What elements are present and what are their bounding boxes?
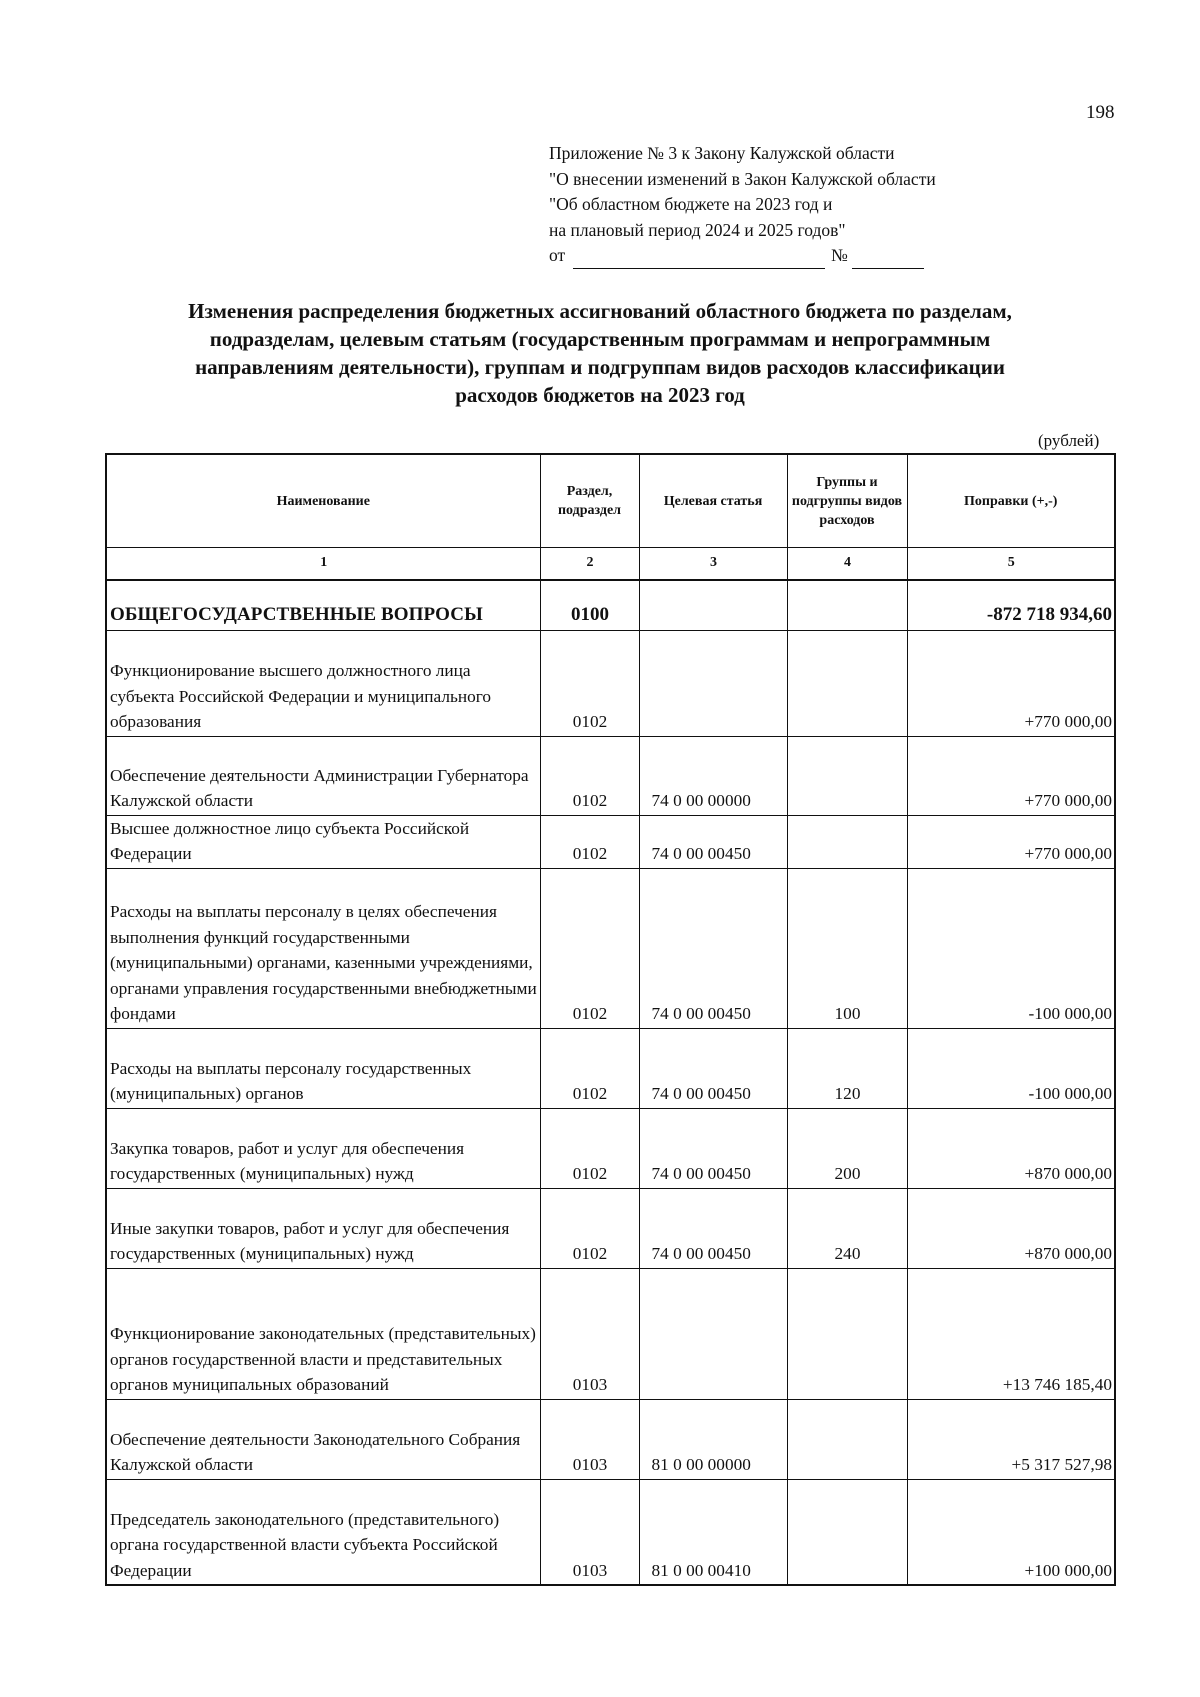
row-amount: -872 718 934,60 — [907, 580, 1115, 630]
row-article: 74 0 00 00450 — [639, 1188, 787, 1268]
row-article: 74 0 00 00450 — [639, 815, 787, 868]
row-group — [787, 1399, 907, 1479]
row-article: 74 0 00 00450 — [639, 868, 787, 1028]
table-row — [106, 815, 1115, 868]
row-name: Обеспечение деятельности Законодательного Собрания Калужской области — [106, 1399, 540, 1479]
table-row — [106, 1028, 1115, 1108]
row-group — [787, 1479, 907, 1585]
row-section: 0102 — [540, 815, 639, 868]
number-blank — [852, 250, 924, 269]
column-number-row — [106, 548, 1115, 581]
row-amount: +100 000,00 — [907, 1479, 1115, 1585]
row-article — [639, 1268, 787, 1399]
row-section: 0103 — [540, 1268, 639, 1399]
table-row — [106, 1268, 1115, 1399]
row-name: Закупка товаров, работ и услуг для обеспечения государственных (муниципальных) нужд — [106, 1108, 540, 1188]
row-group: 240 — [787, 1188, 907, 1268]
table-row — [106, 1479, 1115, 1585]
row-section: 0100 — [540, 580, 639, 630]
budget-table — [105, 453, 1116, 1586]
table-row — [106, 630, 1115, 736]
row-group: 200 — [787, 1108, 907, 1188]
appendix-line: Приложение № 3 к Закону Калужской области — [549, 143, 895, 163]
header-amount: Поправки (+,-) — [907, 454, 1115, 548]
row-name: Функционирование законодательных (представительных) органов государственной власти и представительных органов муниципальных образований — [106, 1268, 540, 1399]
row-section: 0102 — [540, 630, 639, 736]
row-article — [639, 580, 787, 630]
row-section: 0103 — [540, 1479, 639, 1585]
row-amount: +770 000,00 — [907, 736, 1115, 815]
appendix-line: "Об областном бюджете на 2023 год и — [549, 194, 833, 214]
page-number: 198 — [1086, 102, 1115, 123]
row-group — [787, 630, 907, 736]
title-line: Изменения распределения бюджетных ассигнований областного бюджета по разделам, — [188, 299, 1012, 323]
row-amount: +870 000,00 — [907, 1108, 1115, 1188]
row-section: 0102 — [540, 1188, 639, 1268]
table-row — [106, 580, 1115, 630]
row-group — [787, 736, 907, 815]
row-amount: +5 317 527,98 — [907, 1399, 1115, 1479]
row-name: Расходы на выплаты персоналу в целях обеспечения выполнения функций государственными (муниципальными) органами, казенными учреждениями, органами управления государственными внебюджетными фондами — [106, 868, 540, 1028]
row-amount: -100 000,00 — [907, 1028, 1115, 1108]
row-group: 100 — [787, 868, 907, 1028]
document-title — [100, 297, 1100, 409]
table-row — [106, 1399, 1115, 1479]
row-name: Иные закупки товаров, работ и услуг для обеспечения государственных (муниципальных) нужд — [106, 1188, 540, 1268]
row-section: 0102 — [540, 868, 639, 1028]
date-number-line — [549, 243, 936, 269]
row-group: 120 — [787, 1028, 907, 1108]
row-amount: +13 746 185,40 — [907, 1268, 1115, 1399]
column-number: 4 — [787, 548, 907, 581]
header-group: Группы и подгруппы видов расходов — [787, 454, 907, 548]
row-article: 81 0 00 00410 — [639, 1479, 787, 1585]
appendix-reference — [549, 141, 936, 269]
row-article: 81 0 00 00000 — [639, 1399, 787, 1479]
row-article — [639, 630, 787, 736]
header-article: Целевая статья — [639, 454, 787, 548]
table-row — [106, 1108, 1115, 1188]
row-section: 0102 — [540, 1108, 639, 1188]
row-group — [787, 1268, 907, 1399]
row-group — [787, 580, 907, 630]
row-amount: +870 000,00 — [907, 1188, 1115, 1268]
row-name: Обеспечение деятельности Администрации Губернатора Калужской области — [106, 736, 540, 815]
title-line: подразделам, целевым статьям (государственным программам и непрограммным — [209, 327, 991, 351]
row-section: 0102 — [540, 1028, 639, 1108]
table-row — [106, 868, 1115, 1028]
row-amount: +770 000,00 — [907, 815, 1115, 868]
column-number: 2 — [540, 548, 639, 581]
row-name: Расходы на выплаты персоналу государственных (муниципальных) органов — [106, 1028, 540, 1108]
row-section: 0103 — [540, 1399, 639, 1479]
column-number: 5 — [907, 548, 1115, 581]
number-label: № — [831, 245, 848, 265]
table-row — [106, 736, 1115, 815]
title-line: направлениям деятельности), группам и подгруппам видов расходов классификации — [195, 355, 1005, 379]
row-name: Функционирование высшего должностного лица субъекта Российской Федерации и муниципального образования — [106, 630, 540, 736]
table-row — [106, 1188, 1115, 1268]
column-number: 3 — [639, 548, 787, 581]
row-article: 74 0 00 00000 — [639, 736, 787, 815]
from-label: от — [549, 245, 566, 265]
column-number: 1 — [106, 548, 540, 581]
header-name: Наименование — [106, 454, 540, 548]
row-amount: -100 000,00 — [907, 868, 1115, 1028]
row-section: 0102 — [540, 736, 639, 815]
row-name: Высшее должностное лицо субъекта Российской Федерации — [106, 815, 540, 868]
title-line: расходов бюджетов на 2023 год — [455, 383, 745, 407]
row-article: 74 0 00 00450 — [639, 1028, 787, 1108]
row-name: ОБЩЕГОСУДАРСТВЕННЫЕ ВОПРОСЫ — [106, 580, 540, 630]
row-amount: +770 000,00 — [907, 630, 1115, 736]
table-header-row — [106, 454, 1115, 548]
row-name: Председатель законодательного (представительного) органа государственной власти субъекта Российской Федерации — [106, 1479, 540, 1585]
header-section: Раздел, подраздел — [540, 454, 639, 548]
date-blank — [573, 250, 825, 269]
appendix-line: "О внесении изменений в Закон Калужской области — [549, 168, 936, 189]
units-label: (рублей) — [1038, 431, 1100, 450]
appendix-line: на плановый период 2024 и 2025 годов" — [549, 219, 846, 240]
row-group — [787, 815, 907, 868]
row-article: 74 0 00 00450 — [639, 1108, 787, 1188]
